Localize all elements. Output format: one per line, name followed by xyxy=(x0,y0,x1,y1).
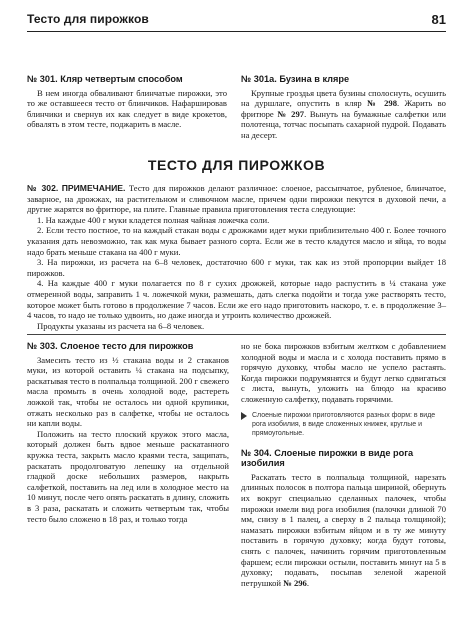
recipe-302-number: № 302. xyxy=(27,183,59,193)
recipe-303 xyxy=(27,341,229,524)
recipe-302 xyxy=(27,183,446,331)
recipe-301-number: № 301. xyxy=(27,74,58,84)
recipe-301a xyxy=(241,74,446,141)
recipe-303-heading xyxy=(27,341,229,352)
recipe-301a-text-part3: . Вынуть на бумажные салфетки или полотенца, тотчас посыпать сахарной пудрой. Подавать на десерт. xyxy=(241,108,446,140)
section-title: ТЕСТО ДЛЯ ПИРОЖКОВ xyxy=(147,157,326,173)
recipe-304-text xyxy=(241,472,446,589)
recipe-302-intro-text: Тесто для пирожков делают различное: слоеное, рассыпчатое, рубленое, блинчатое, заварное, на дрожжах, на растительном и сливочном масле, причем одни пирожки пекутся в духовой печи, а другие жарятся во фритюре, на плите. Главные правила приготовления теста следующие: xyxy=(27,183,446,215)
rule-item-3: 3. На пирожки, из расчета на 6–8 человек, достаточно 600 г муки, так как из этой пропорции выйдет 18 пирожков. xyxy=(27,257,446,278)
running-head xyxy=(27,10,446,32)
recipe-302-title: ПРИМЕЧАНИЕ. xyxy=(61,183,126,193)
recipe-301a-text-part1: Крупные гроздья цвета бузины сполоснуть, осушить на дуршлаге, опустить в кляр xyxy=(241,87,446,109)
recipe-304-text-part1: Раскатать тесто в полпальца толщиной, нарезать длинных полосок в полтора пальца шириной, обернуть их вокруг специально сделанных палочек, чтобы пирожки имели вид рога изобилия (палочки длиной 70 мм, снизу в 1 палец, а сверху в 2 пальца толщиной); намазать пирожки взбитым яйцом и в ту же минуту поставить в горячую духовку; когда будут готовы, снять с палочек, начинить горячим приготовленным фаршем; если пирожки остыли, поставить минут на 5 в духовку; подавать, посыпав зеленой жареной петрушкой xyxy=(241,471,446,588)
recipe-301a-text-part2: . Жарить во фритюре xyxy=(241,98,446,119)
recipe-ref-298: № 298 xyxy=(366,98,397,109)
rule-portions: Продукты указаны из расчета на 6–8 человек. xyxy=(37,320,205,331)
right-column xyxy=(241,341,446,588)
running-head-title: Тесто для пирожков xyxy=(27,12,149,26)
page-number: 81 xyxy=(431,12,446,27)
side-note-text: Слоеные пирожки приготовляются разных форм: в виде рога изобилия, в виде сложенных книжек, круглые и прямоугольные. xyxy=(252,411,436,437)
recipe-303-title: Слоеное тесто для пирожков xyxy=(60,341,194,351)
header-rule xyxy=(27,31,446,32)
recipe-301-title: Кляр четвертым способом xyxy=(60,74,183,84)
recipe-301a-title: Бузина в кляре xyxy=(279,74,350,84)
recipe-301-heading xyxy=(27,74,227,85)
side-note xyxy=(241,411,446,438)
recipe-ref-297: № 297 xyxy=(277,108,305,119)
rule-item-4: 4. На каждые 400 г муки полагается по 8 г сухих дрожжей, которые надо распустить в ¼ стакана уже отмеренной воды, заправить 1 ч. ложечкой муки, размешать, дать слегка подойти и тогда уже растворять тесто, которое может быть готово в продолжение 7 часов. Если же его надо приготовить наскоро, т. е. в продолжение 3–4 часов, то надо не только удвоить, но даже иногда и утроить количество дрожжей. xyxy=(27,278,446,321)
recipe-301a-text xyxy=(241,88,446,141)
triangle-bullet-icon xyxy=(241,412,247,420)
recipe-304-title: Слоеные пирожки в виде рога изобилия xyxy=(241,447,414,469)
recipe-303-continuation: но не бока пирожков взбитым желтком с добавлением холодной воды и масла и с холода поставить прямо в горячую духовку, чтобы масло не успело растаять. Когда пирожки подрумянятся и будут легко сдвигаться с листа, вынуть, уложить на блюдо на красиво сложенную салфетку, подавать горячими. xyxy=(241,341,446,404)
recipe-303-number: № 303. xyxy=(27,341,58,351)
recipe-301 xyxy=(27,74,227,130)
recipe-301-text: В нем иногда обваливают блинчатые пирожки, это то же оставшееся тесто от блинчиков. Нафаршировав блинчики и свернув их как следует в виде крокетов, обвалять в этом тесте, поджарить в масле. xyxy=(27,87,227,130)
recipe-301a-heading xyxy=(241,74,446,85)
recipe-304-text-part2: . xyxy=(306,577,309,588)
recipe-304-heading xyxy=(241,448,446,469)
recipe-303-para-2: Положить на тесто плоский кружок этого масла, который должен быть вдвое меньше раскатанного кружка теста, закрыть масло краями теста, защипать, раскатать продолговатую лепешку на отдельной гладкой доске небольших размеров, накрыть салфеткой, поставить на лед или в холодное место на 10 минут, после чего опять раскатать в длину, сложить в 3 раза, раскатать и сложить четвертым так, чтобы тесто было сложено в 18 раз, и только тогда xyxy=(27,428,229,524)
recipe-303-para-1: Замесить тесто из ½ стакана воды и 2 стаканов муки, из которой оставить ¼ стакана на подсыпку, раскатывая тесто в полпальца толщиной. 200 г свежего масла промыть в очень холодной воде, растереть ложкой так, чтобы не осталось ни одной крупинки, отжать несколько раз в салфетке, чтобы не осталось ни капли воды. xyxy=(27,354,229,429)
rule-item-1: 1. На каждые 400 г муки кладется полная чайная ложечка соли. xyxy=(37,214,270,225)
recipe-301a-number: № 301а. xyxy=(241,74,277,84)
divider xyxy=(27,334,446,335)
recipe-ref-296: № 296 xyxy=(283,577,307,588)
recipe-302-intro xyxy=(27,183,446,215)
recipe-304-number: № 304. xyxy=(241,447,272,458)
rule-item-2: 2. Если тесто постное, то на каждый стакан воды с дрожжами идет муки приблизительно 400 г. Более точного указания дать невозможно, так как мука бывает разного сорта. Если же в тесто кладутся масло и яйца, то воды надо брать меньше стакана на 400 г муки. xyxy=(27,225,446,257)
